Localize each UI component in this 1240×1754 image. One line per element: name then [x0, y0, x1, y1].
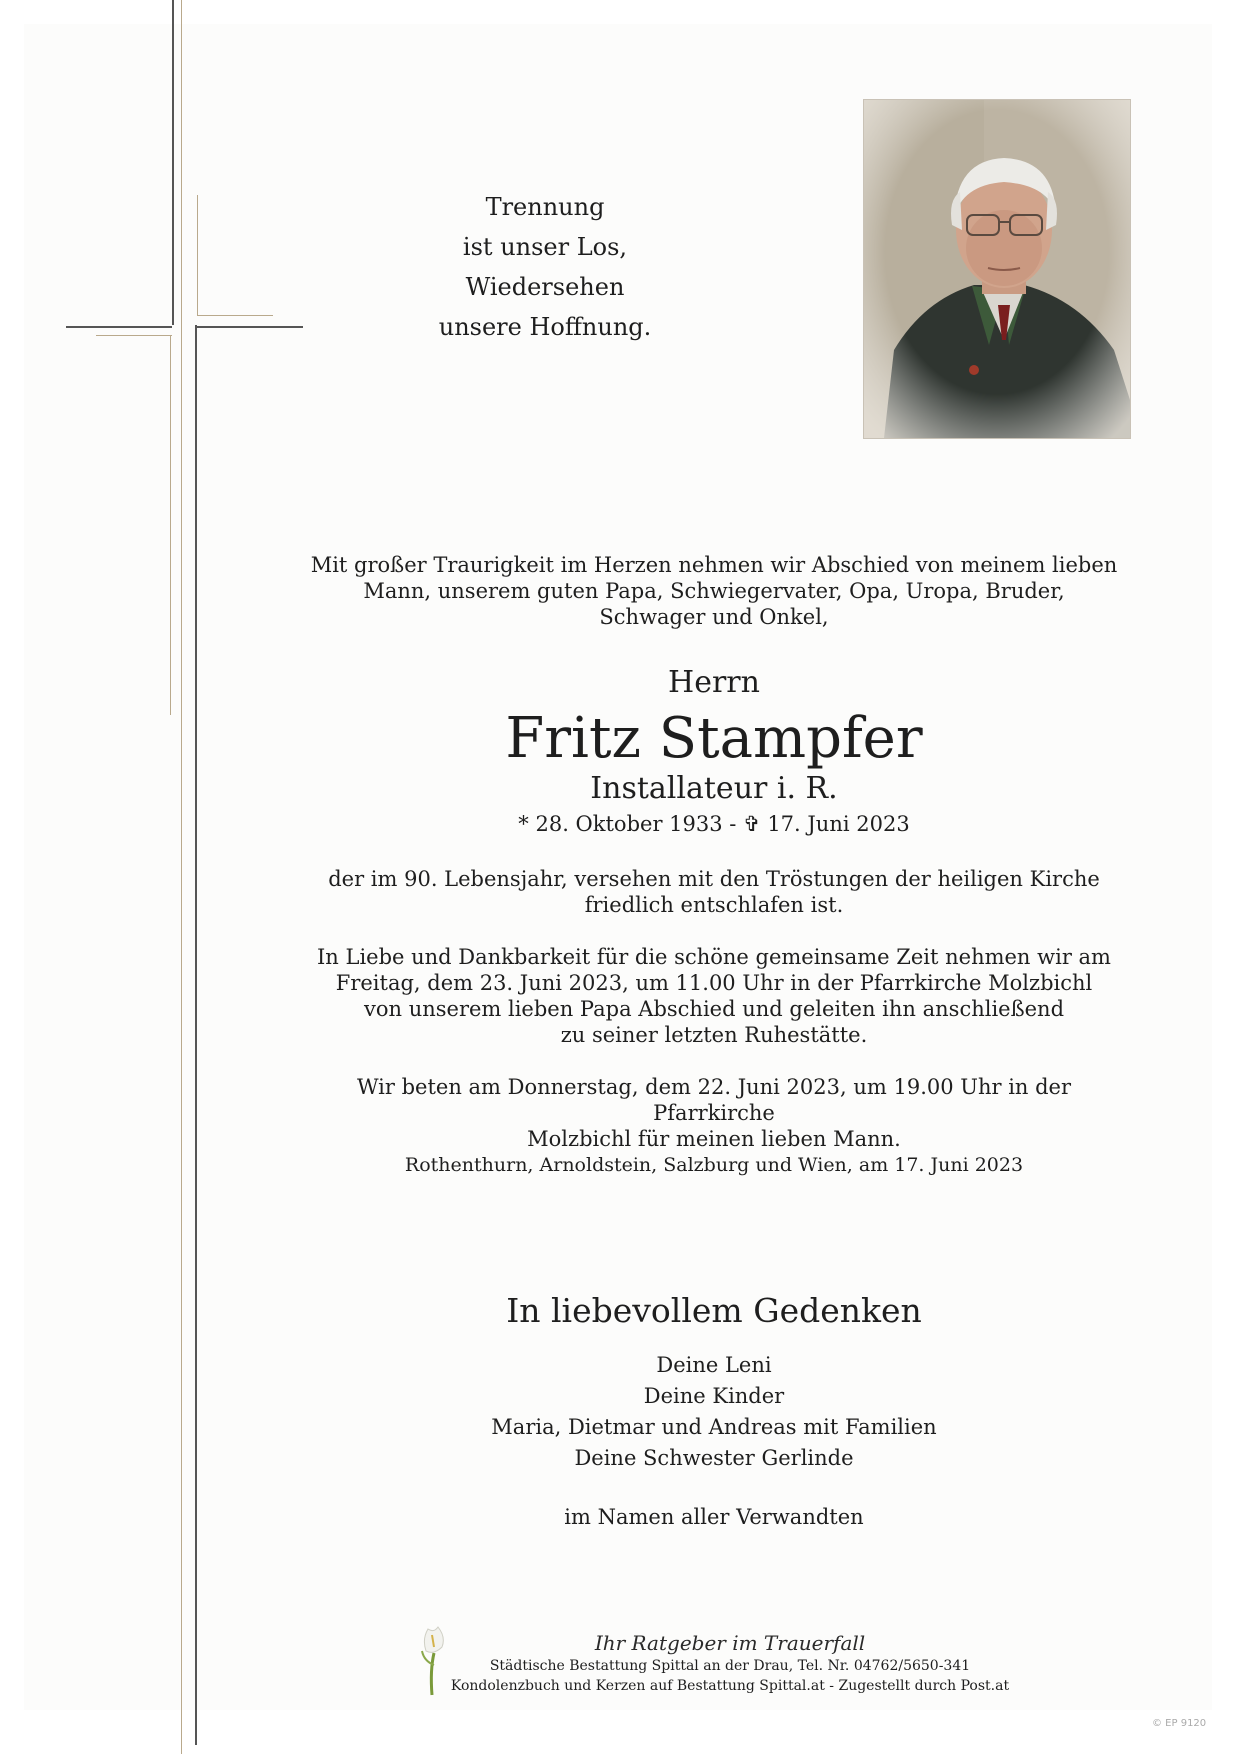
text-line: In Liebe und Dankbarkeit für die schöne gemeinsame Zeit nehmen wir am	[317, 945, 1111, 969]
deceased-title: Installateur i. R.	[590, 771, 838, 806]
intro-text	[296, 552, 1132, 630]
footer-condolence: Kondolenzbuch und Kerzen auf Bestattung Spittal.at - Zugestellt durch Post.at	[450, 1678, 1010, 1694]
place-date: Rothenthurn, Arnoldstein, Salzburg und Wien, am 17. Juni 2023	[404, 1154, 1024, 1176]
family-member: Deine Leni	[656, 1353, 772, 1377]
text-line: Molzbichl für meinen lieben Mann.	[527, 1127, 901, 1151]
family-member: Deine Schwester Gerlinde	[574, 1446, 854, 1470]
life-dates: * 28. Oktober 1933 - ✞ 17. Juni 2023	[518, 812, 910, 836]
deceased-name: Fritz Stampfer	[505, 706, 923, 771]
paragraph-prayer	[296, 1074, 1132, 1152]
portrait-photo	[864, 100, 1130, 438]
text-line: der im 90. Lebensjahr, versehen mit den Tröstungen der heiligen Kirche	[328, 867, 1100, 891]
print-code: © EP 9120	[1152, 1718, 1207, 1729]
opening-quote	[390, 187, 700, 347]
paragraph-funeral	[296, 944, 1132, 1048]
relatives-line: im Namen aller Verwandten	[564, 1505, 864, 1529]
funeral-home-footer	[440, 1630, 1020, 1696]
quote-line: ist unser Los,	[462, 233, 628, 261]
text-line: Wir beten am Donnerstag, dem 22. Juni 2023, um 19.00 Uhr in der Pfarrkirche	[356, 1075, 1072, 1125]
footer-slogan: Ihr Ratgeber im Trauerfall	[594, 1631, 866, 1655]
quote-line: Wiedersehen	[465, 273, 625, 301]
text-line: Freitag, dem 23. Juni 2023, um 11.00 Uhr in der Pfarrkirche Molzbichl	[335, 971, 1093, 995]
quote-line: Trennung	[485, 193, 605, 221]
text-line: Mann, unserem guten Papa, Schwiegervater, Opa, Uropa, Bruder,	[363, 579, 1065, 603]
family-member: Deine Kinder	[643, 1384, 785, 1408]
text-line: zu seiner letzten Ruhestätte.	[560, 1023, 868, 1047]
paragraph-death	[296, 866, 1132, 918]
footer-contact: Städtische Bestattung Spittal an der Drau, Tel. Nr. 04762/5650-341	[489, 1658, 971, 1674]
quote-line: unsere Hoffnung.	[438, 313, 652, 341]
text-line: friedlich entschlafen ist.	[584, 893, 844, 917]
family-list	[296, 1350, 1132, 1474]
text-line: Mit großer Traurigkeit im Herzen nehmen wir Abschied von meinem lieben	[310, 553, 1118, 577]
text-line: von unserem lieben Papa Abschied und geleiten ihn anschließend	[363, 997, 1065, 1021]
memorial-heading: In liebevollem Gedenken	[506, 1291, 922, 1330]
salutation: Herrn	[668, 665, 760, 700]
family-member: Maria, Dietmar und Andreas mit Familien	[491, 1415, 937, 1439]
text-line: Schwager und Onkel,	[599, 605, 829, 629]
